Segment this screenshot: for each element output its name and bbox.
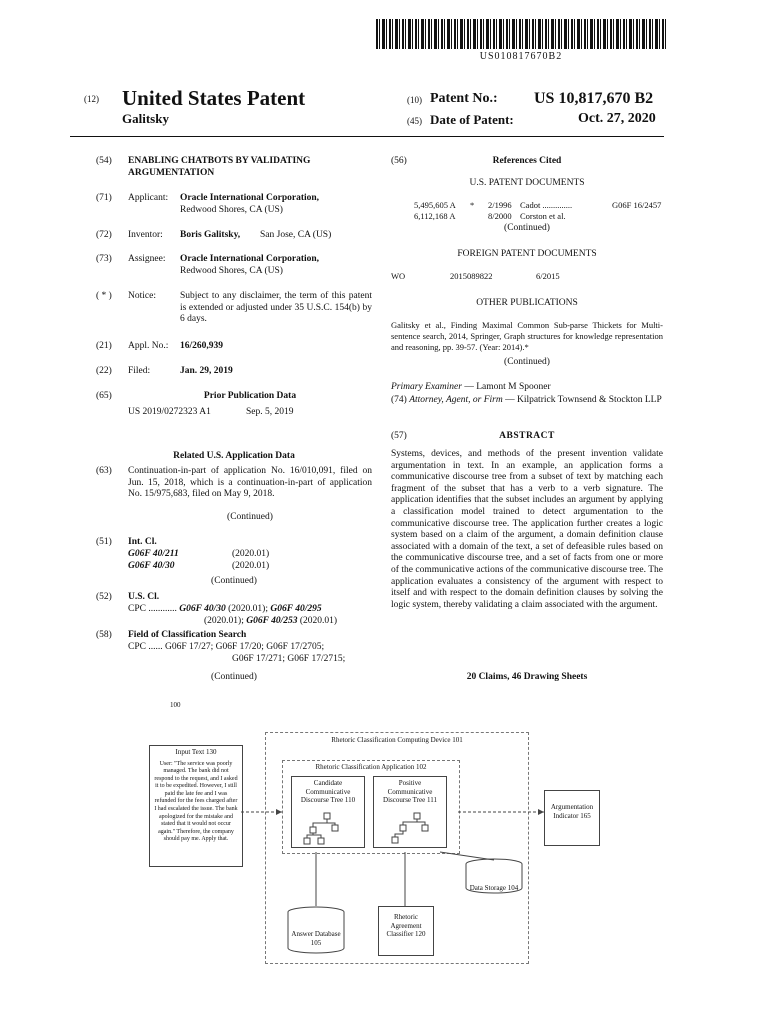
us-doc-name-2: Corston et al. <box>520 211 566 221</box>
appl-no: 16/260,939 <box>180 341 224 351</box>
us-docs-heading: U.S. PATENT DOCUMENTS <box>469 178 585 188</box>
code-21: (21) <box>96 341 112 351</box>
related-continued: (Continued) <box>227 512 273 522</box>
us-cl-class-2: G06F 40/295 <box>270 604 322 614</box>
invention-title: ENABLING CHATBOTS BY VALIDATING ARGUMENTATION <box>128 156 311 178</box>
us-cl-class-3: G06F 40/253 <box>246 616 298 626</box>
related-heading: Related U.S. Application Data <box>173 451 295 461</box>
code-57: (57) <box>391 431 407 441</box>
document-title: United States Patent <box>122 86 306 110</box>
claims-summary: 20 Claims, 46 Drawing Sheets <box>466 672 588 682</box>
inventor-name: Boris Galitsky, <box>180 230 241 240</box>
foreign-docs-heading: FOREIGN PATENT DOCUMENTS <box>457 249 597 259</box>
us-cl-class-1: G06F 40/30 <box>179 604 226 614</box>
code-45: (45) <box>407 116 422 126</box>
filed-label: Filed: <box>128 366 151 376</box>
patent-no-label: Patent No.: <box>430 91 498 106</box>
code-54: (54) <box>96 156 112 166</box>
positive-cdt-label: Positive Communicative Discourse Tree 111 <box>383 779 437 804</box>
code-72: (72) <box>96 230 112 240</box>
foreign-doc-date: 6/2015 <box>536 271 560 281</box>
references-heading: References Cited <box>492 156 562 166</box>
inventor-location: San Jose, CA (US) <box>260 230 332 240</box>
us-doc-star-1: * <box>470 200 475 210</box>
other-pubs-text: Galitsky et al., Finding Maximal Common Sub-parse Thickets for Multi-sentence search, 2014, Springer, Graph structures for knowledge representation and reasoning, pp. 39-57. (Year: 2014).* <box>391 320 663 352</box>
code-10: (10) <box>407 95 422 105</box>
code-65: (65) <box>96 391 112 401</box>
field-search-cpc: CPC ...... G06F 17/27; G06F 17/20; G06F 17/2705; <box>128 642 325 652</box>
candidate-cdt-label: Candidate Communicative Discourse Tree 110 <box>300 779 356 804</box>
us-cl-cpc: CPC ............ <box>128 604 177 614</box>
abstract-text: Systems, devices, and methods of the present invention validate argumentation in text. In an example, an application forms a communicative discourse tree from a subset of text by matching each fragment of the subset that has a verb to a verb signature. The application identifies that the subset includes an argument by applying a classification model trained to detect argumentation to the communicative discourse tree. The application further creates a logic system based on a claim of the argument, a domain definition clause associated with a domain of the text, a set of defeasible rules based on the communicative discourse tree, and a set of facts from one or more of the communicative actions of the communicative discourse tree. The application evaluates a consistency of the argument with respect to itself and with respect to the domain definition clauses by solving the logic system, thereby validating a claim associated with the argument. <box>391 449 663 610</box>
code-12: (12) <box>84 94 99 104</box>
foreign-doc-country: WO <box>391 271 406 281</box>
related-text: Continuation-in-part of application No. 16/010,091, filed on Jun. 15, 2018, which is a continuation-in-part of application No. 15/975,683, filed on May 9, 2018. <box>128 466 372 499</box>
filed-date: Jan. 29, 2019 <box>180 366 233 376</box>
patent-number: US 10,817,670 B2 <box>534 90 654 107</box>
attorney-label: Attorney, Agent, or Firm <box>409 395 503 405</box>
us-doc-no-2: 6,112,168 A <box>414 211 456 221</box>
field-search-continued: (Continued) <box>211 672 257 682</box>
classifier-label: Rhetoric Agreement Classifier 120 <box>386 913 426 938</box>
int-cl-class-2: G06F 40/30 <box>128 561 175 571</box>
notice-text: Subject to any disclaimer, the term of this patent is extended or adjusted under 35 U.S.C. 154(b) by 6 days. <box>180 291 372 324</box>
date-label: Date of Patent: <box>430 112 514 127</box>
us-cl-heading: U.S. Cl. <box>128 592 160 602</box>
us-docs-continued: (Continued) <box>504 223 550 233</box>
field-search-heading: Field of Classification Search <box>128 630 247 640</box>
code-52: (52) <box>96 592 112 602</box>
us-doc-no-1: 5,495,605 A <box>414 200 456 210</box>
code-22: (22) <box>96 366 112 376</box>
prior-pub-heading: Prior Publication Data <box>203 391 297 401</box>
attorney-name: — Kilpatrick Townsend & Stockton LLP <box>505 395 662 405</box>
examiner-label: Primary Examiner <box>391 382 462 392</box>
us-cl-version-1: (2020.01); <box>228 604 268 614</box>
int-cl-version-2: (2020.01) <box>232 561 270 571</box>
assignee-name: Oracle International Corporation, <box>180 254 320 264</box>
answer-database-label: Answer Database 105 <box>291 930 341 947</box>
us-doc-class-1: G06F 16/2457 <box>612 200 662 210</box>
prior-pub-number: US 2019/0272323 A1 <box>128 407 211 417</box>
patent-date: Oct. 27, 2020 <box>578 111 656 126</box>
us-doc-date-1: 2/1996 <box>488 200 512 210</box>
appl-no-label: Appl. No.: <box>128 341 169 351</box>
us-cl-version-2: (2020.01); <box>204 616 244 626</box>
input-text-body: User: "The service was poorly managed. The bank did not respond to the request, and I asked it to be expedited. However, I still paid the late fee and I was refunded for the fees charged after I had escalated the issue. The bank apologized for the mistake and stated that it would not occur again." Therefore, the company should pay me. Apply that. <box>154 760 238 843</box>
applicant-label: Applicant: <box>128 193 169 203</box>
assignee-label: Assignee: <box>128 254 166 264</box>
code-74: (74) <box>391 395 407 405</box>
code-73: (73) <box>96 254 112 264</box>
input-text-title: Input Text 130 <box>175 748 217 756</box>
field-search-line-2: G06F 17/271; G06F 17/2715; <box>232 654 346 664</box>
data-storage-label: Data Storage 104 <box>469 884 519 892</box>
abstract-heading: ABSTRACT <box>499 431 555 441</box>
barcode-number: US010817670B2 <box>479 51 563 62</box>
other-pubs-continued: (Continued) <box>504 357 550 367</box>
applicant-location: Redwood Shores, CA (US) <box>180 205 283 215</box>
application-title: Rhetoric Classification Application 102 <box>315 763 427 771</box>
us-doc-date-2: 8/2000 <box>488 211 512 221</box>
code-63: (63) <box>96 466 112 476</box>
inventor-label: Inventor: <box>128 230 163 240</box>
us-cl-version-3: (2020.01) <box>299 616 338 626</box>
code-56: (56) <box>391 156 407 166</box>
int-cl-heading: Int. Cl. <box>128 537 157 547</box>
figure-ref: 100 <box>170 701 181 709</box>
assignee-location: Redwood Shores, CA (US) <box>180 266 283 276</box>
examiner-name: — Lamont M Spooner <box>464 382 551 392</box>
code-58: (58) <box>96 630 112 640</box>
int-cl-version-1: (2020.01) <box>232 549 270 559</box>
prior-pub-date: Sep. 5, 2019 <box>246 407 294 417</box>
computing-device-title: Rhetoric Classification Computing Device 101 <box>331 736 463 744</box>
code-51: (51) <box>96 537 112 547</box>
int-cl-continued: (Continued) <box>211 576 257 586</box>
us-doc-name-1: Cadot .............. <box>520 200 573 210</box>
other-pubs-heading: OTHER PUBLICATIONS <box>476 298 578 308</box>
int-cl-class-1: G06F 40/211 <box>128 549 179 559</box>
code-71: (71) <box>96 193 112 203</box>
foreign-doc-number: 2015089822 <box>450 271 493 281</box>
notice-code: ( * ) <box>96 291 112 301</box>
notice-label: Notice: <box>128 291 156 301</box>
argumentation-indicator-label: Argumentation Indicator 165 <box>550 803 594 820</box>
inventor-short: Galitsky <box>122 111 169 126</box>
applicant-name: Oracle International Corporation, <box>180 193 320 203</box>
